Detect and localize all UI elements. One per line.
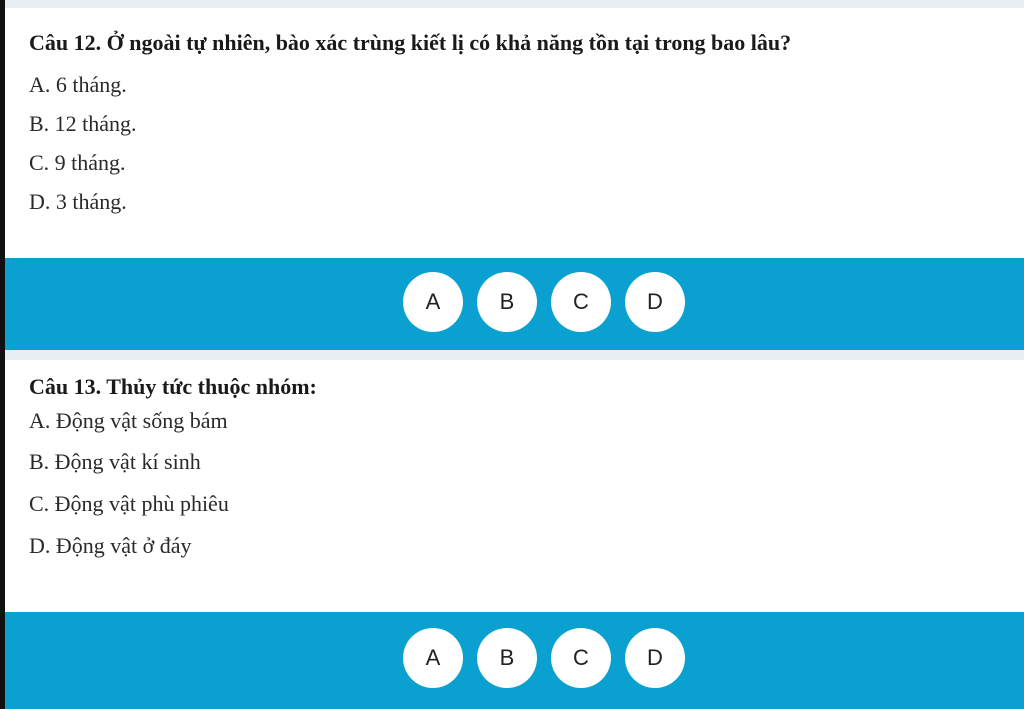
question-13-option-b: B. Động vật kí sinh	[29, 449, 201, 474]
question-13-option-d: D. Động vật ở đáy	[29, 533, 192, 558]
question-12-option-d: D. 3 tháng.	[29, 189, 127, 214]
question-13-answer-bar	[5, 612, 1024, 709]
question-12-answer-bar	[5, 258, 1024, 350]
question-12-choice-c-button[interactable]: C	[551, 272, 611, 332]
section-divider	[5, 350, 1024, 360]
question-13-choice-b-button[interactable]: B	[477, 628, 537, 688]
question-13-card	[5, 360, 1024, 612]
question-12-card	[5, 8, 1024, 258]
question-13-choice-d-button[interactable]: D	[625, 628, 685, 688]
question-13-option-c: C. Động vật phù phiêu	[29, 491, 229, 516]
question-13-title: Câu 13. Thủy tức thuộc nhóm:	[29, 374, 317, 399]
question-13-option-a: A. Động vật sống bám	[29, 408, 228, 433]
question-12-choice-a-button[interactable]: A	[403, 272, 463, 332]
question-12-choice-d-button[interactable]: D	[625, 272, 685, 332]
question-13-choice-c-button[interactable]: C	[551, 628, 611, 688]
question-13-choice-a-button[interactable]: A	[403, 628, 463, 688]
question-12-option-b: B. 12 tháng.	[29, 111, 137, 136]
question-12-option-a: A. 6 tháng.	[29, 72, 127, 97]
question-12-option-c: C. 9 tháng.	[29, 150, 126, 175]
question-12-choice-b-button[interactable]: B	[477, 272, 537, 332]
question-12-title: Câu 12. Ở ngoài tự nhiên, bào xác trùng kiết lị có khả năng tồn tại trong bao lâu?	[29, 30, 792, 55]
